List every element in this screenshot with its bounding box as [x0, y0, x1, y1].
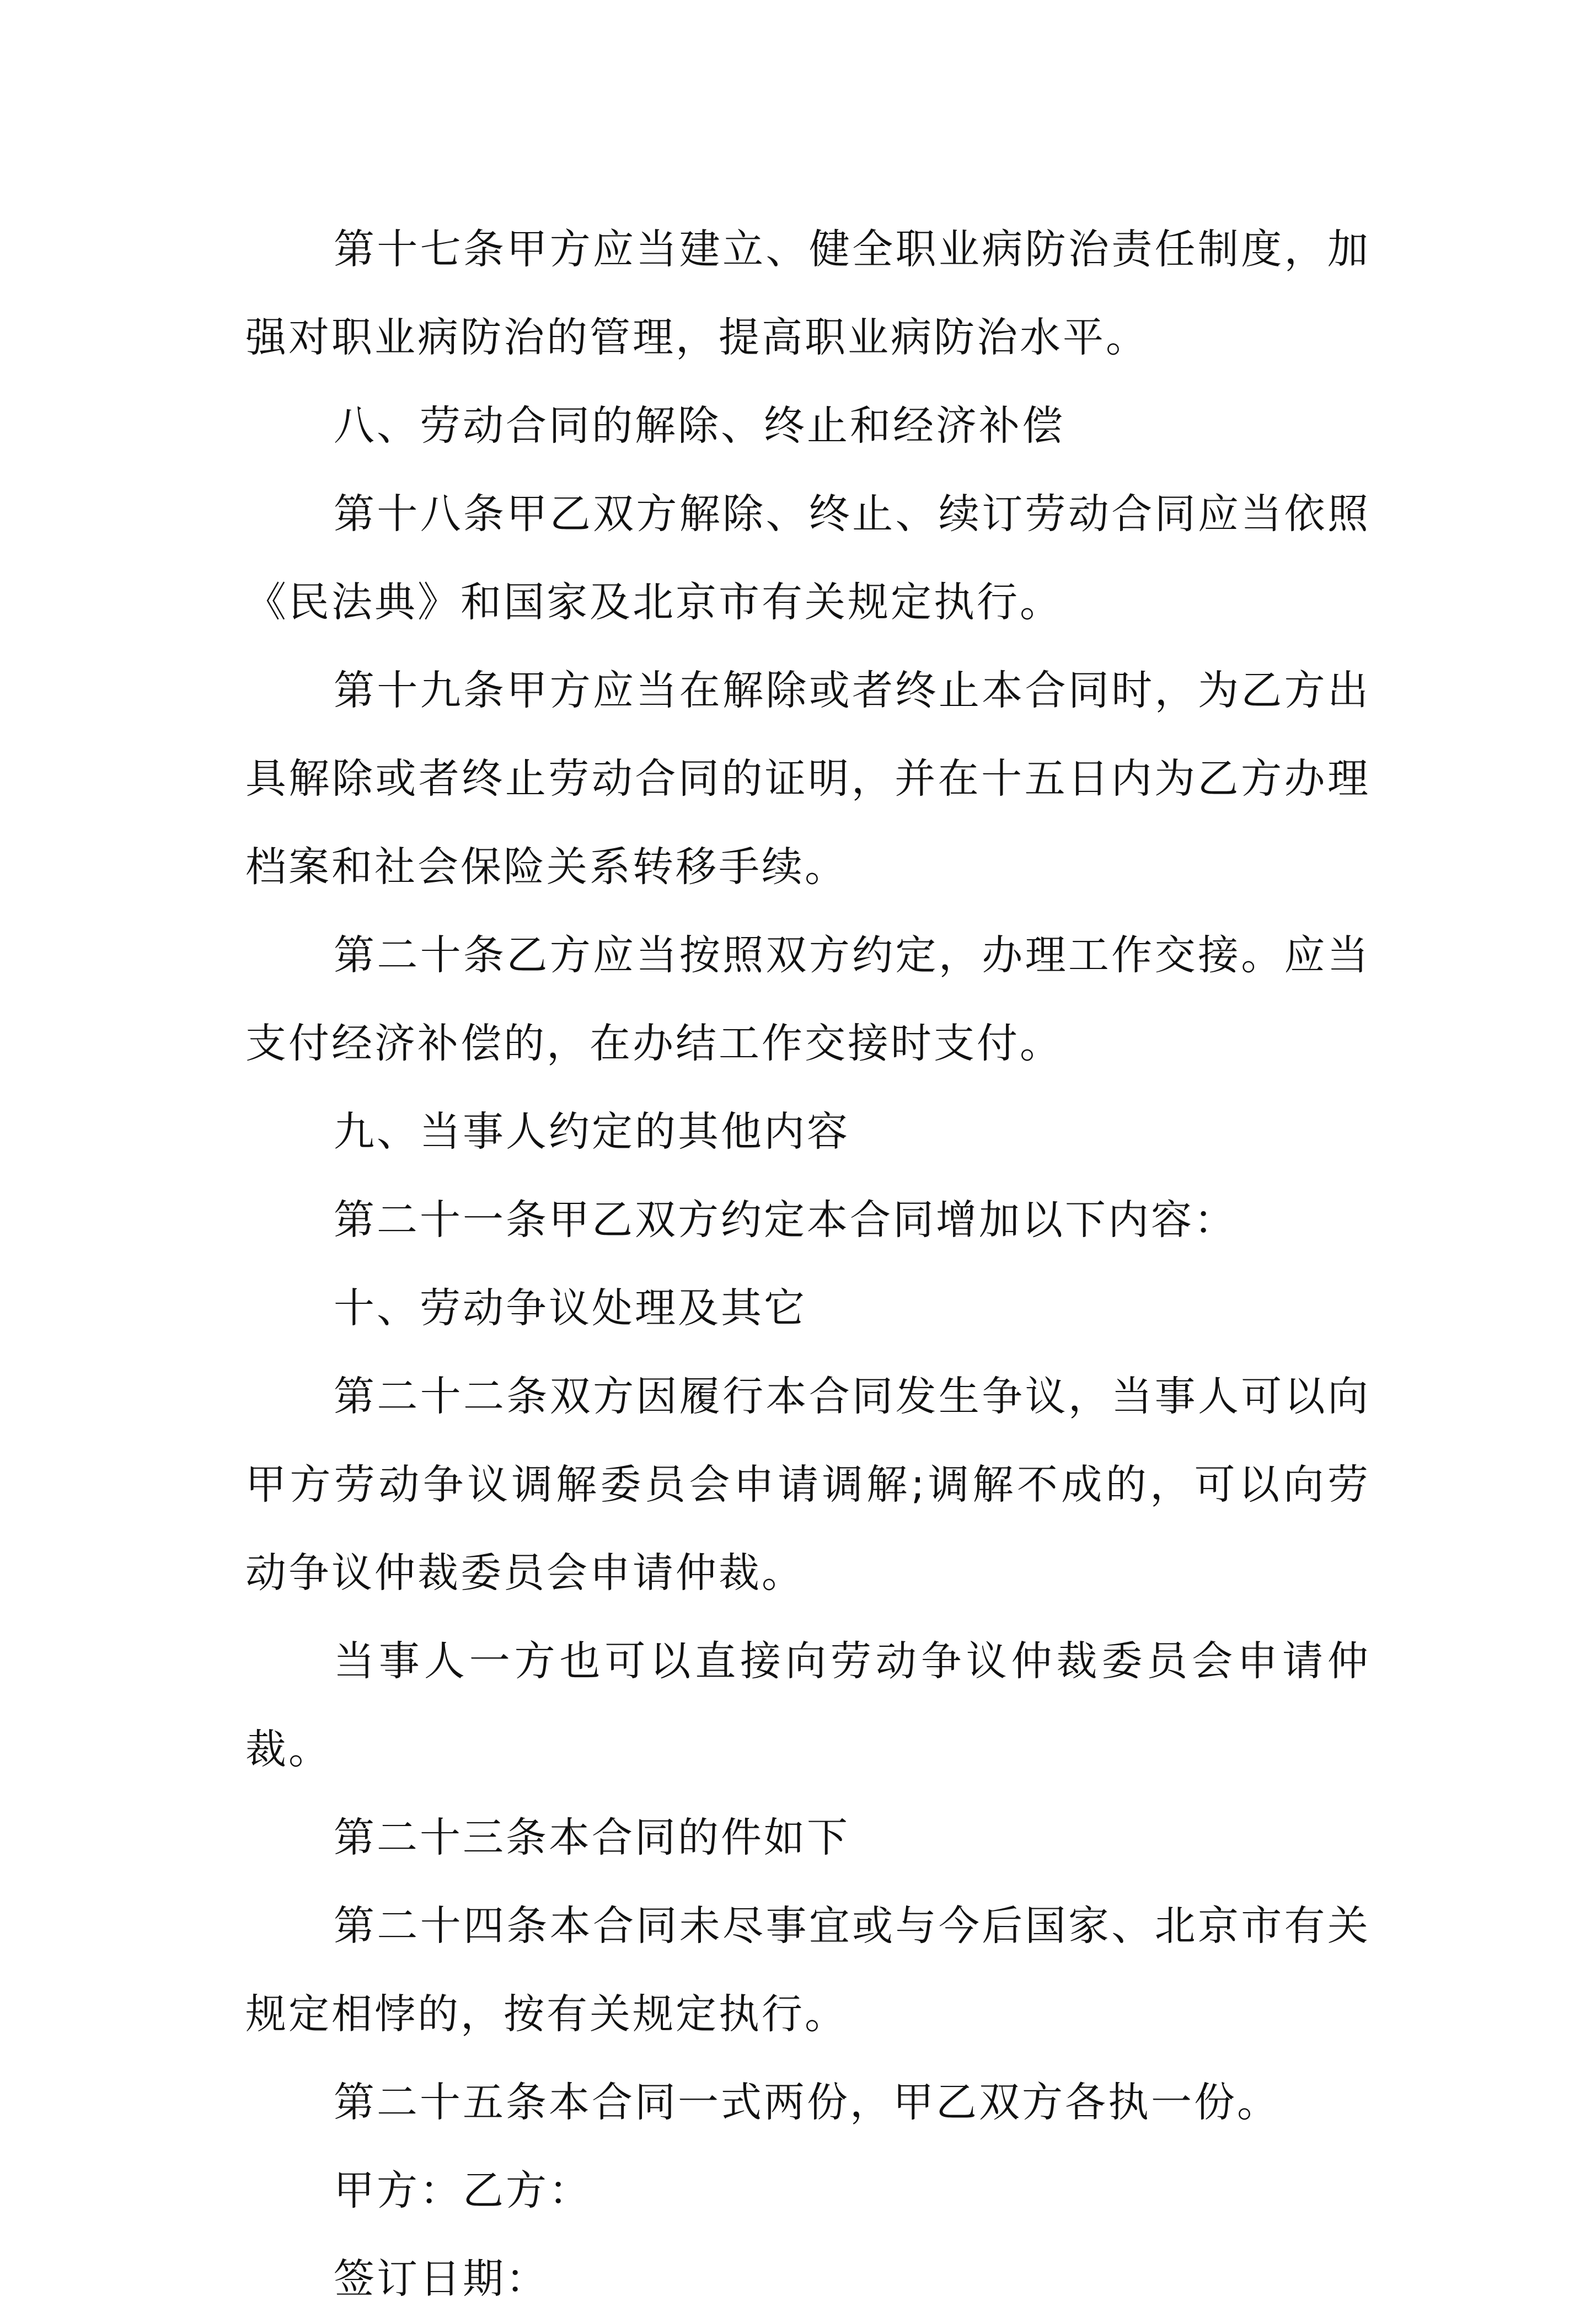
signing-date-line: 签订日期：: [334, 2255, 549, 2303]
article-24-paragraph: 第二十四条本合同未尽事宜或与今后国家、北京市有关规定相悖的，按有关规定执行。: [245, 1902, 1370, 2038]
article-17-paragraph: 第十七条甲方应当建立、健全职业病防治责任制度，加强对职业病防治的管理，提高职业病防治水平。: [245, 226, 1370, 361]
article-21-paragraph: 第二十一条甲乙双方约定本合同增加以下内容：: [334, 1196, 1237, 1244]
section-9-heading: 九、当事人约定的其他内容: [334, 1108, 850, 1155]
contract-body: [245, 205, 1370, 2323]
section-8-heading: 八、劳动合同的解除、终止和经济补偿: [334, 402, 1065, 449]
section-10-heading: 十、劳动争议处理及其它: [334, 1284, 807, 1332]
arbitration-paragraph: 当事人一方也可以直接向劳动争议仲裁委员会申请仲裁。: [245, 1637, 1370, 1773]
article-23-paragraph: 第二十三条本合同的件如下: [334, 1814, 850, 1861]
article-20-paragraph: 第二十条乙方应当按照双方约定，办理工作交接。应当支付经济补偿的，在办结工作交接时支付。: [245, 932, 1370, 1067]
parties-signature-line: 甲方：乙方：: [334, 2167, 592, 2214]
article-18-paragraph: 第十八条甲乙双方解除、终止、续订劳动合同应当依照《民法典》和国家及北京市有关规定执行。: [245, 490, 1370, 626]
article-22-paragraph: 第二十二条双方因履行本合同发生争议，当事人可以向甲方劳动争议调解委员会申请调解;调解不成的，可以向劳动争议仲裁委员会申请仲裁。: [245, 1373, 1370, 1597]
article-25-paragraph: 第二十五条本合同一式两份，甲乙双方各执一份。: [334, 2079, 1280, 2126]
article-19-paragraph: 第十九条甲方应当在解除或者终止本合同时，为乙方出具解除或者终止劳动合同的证明，并在十五日内为乙方办理档案和社会保险关系转移手续。: [245, 667, 1370, 891]
